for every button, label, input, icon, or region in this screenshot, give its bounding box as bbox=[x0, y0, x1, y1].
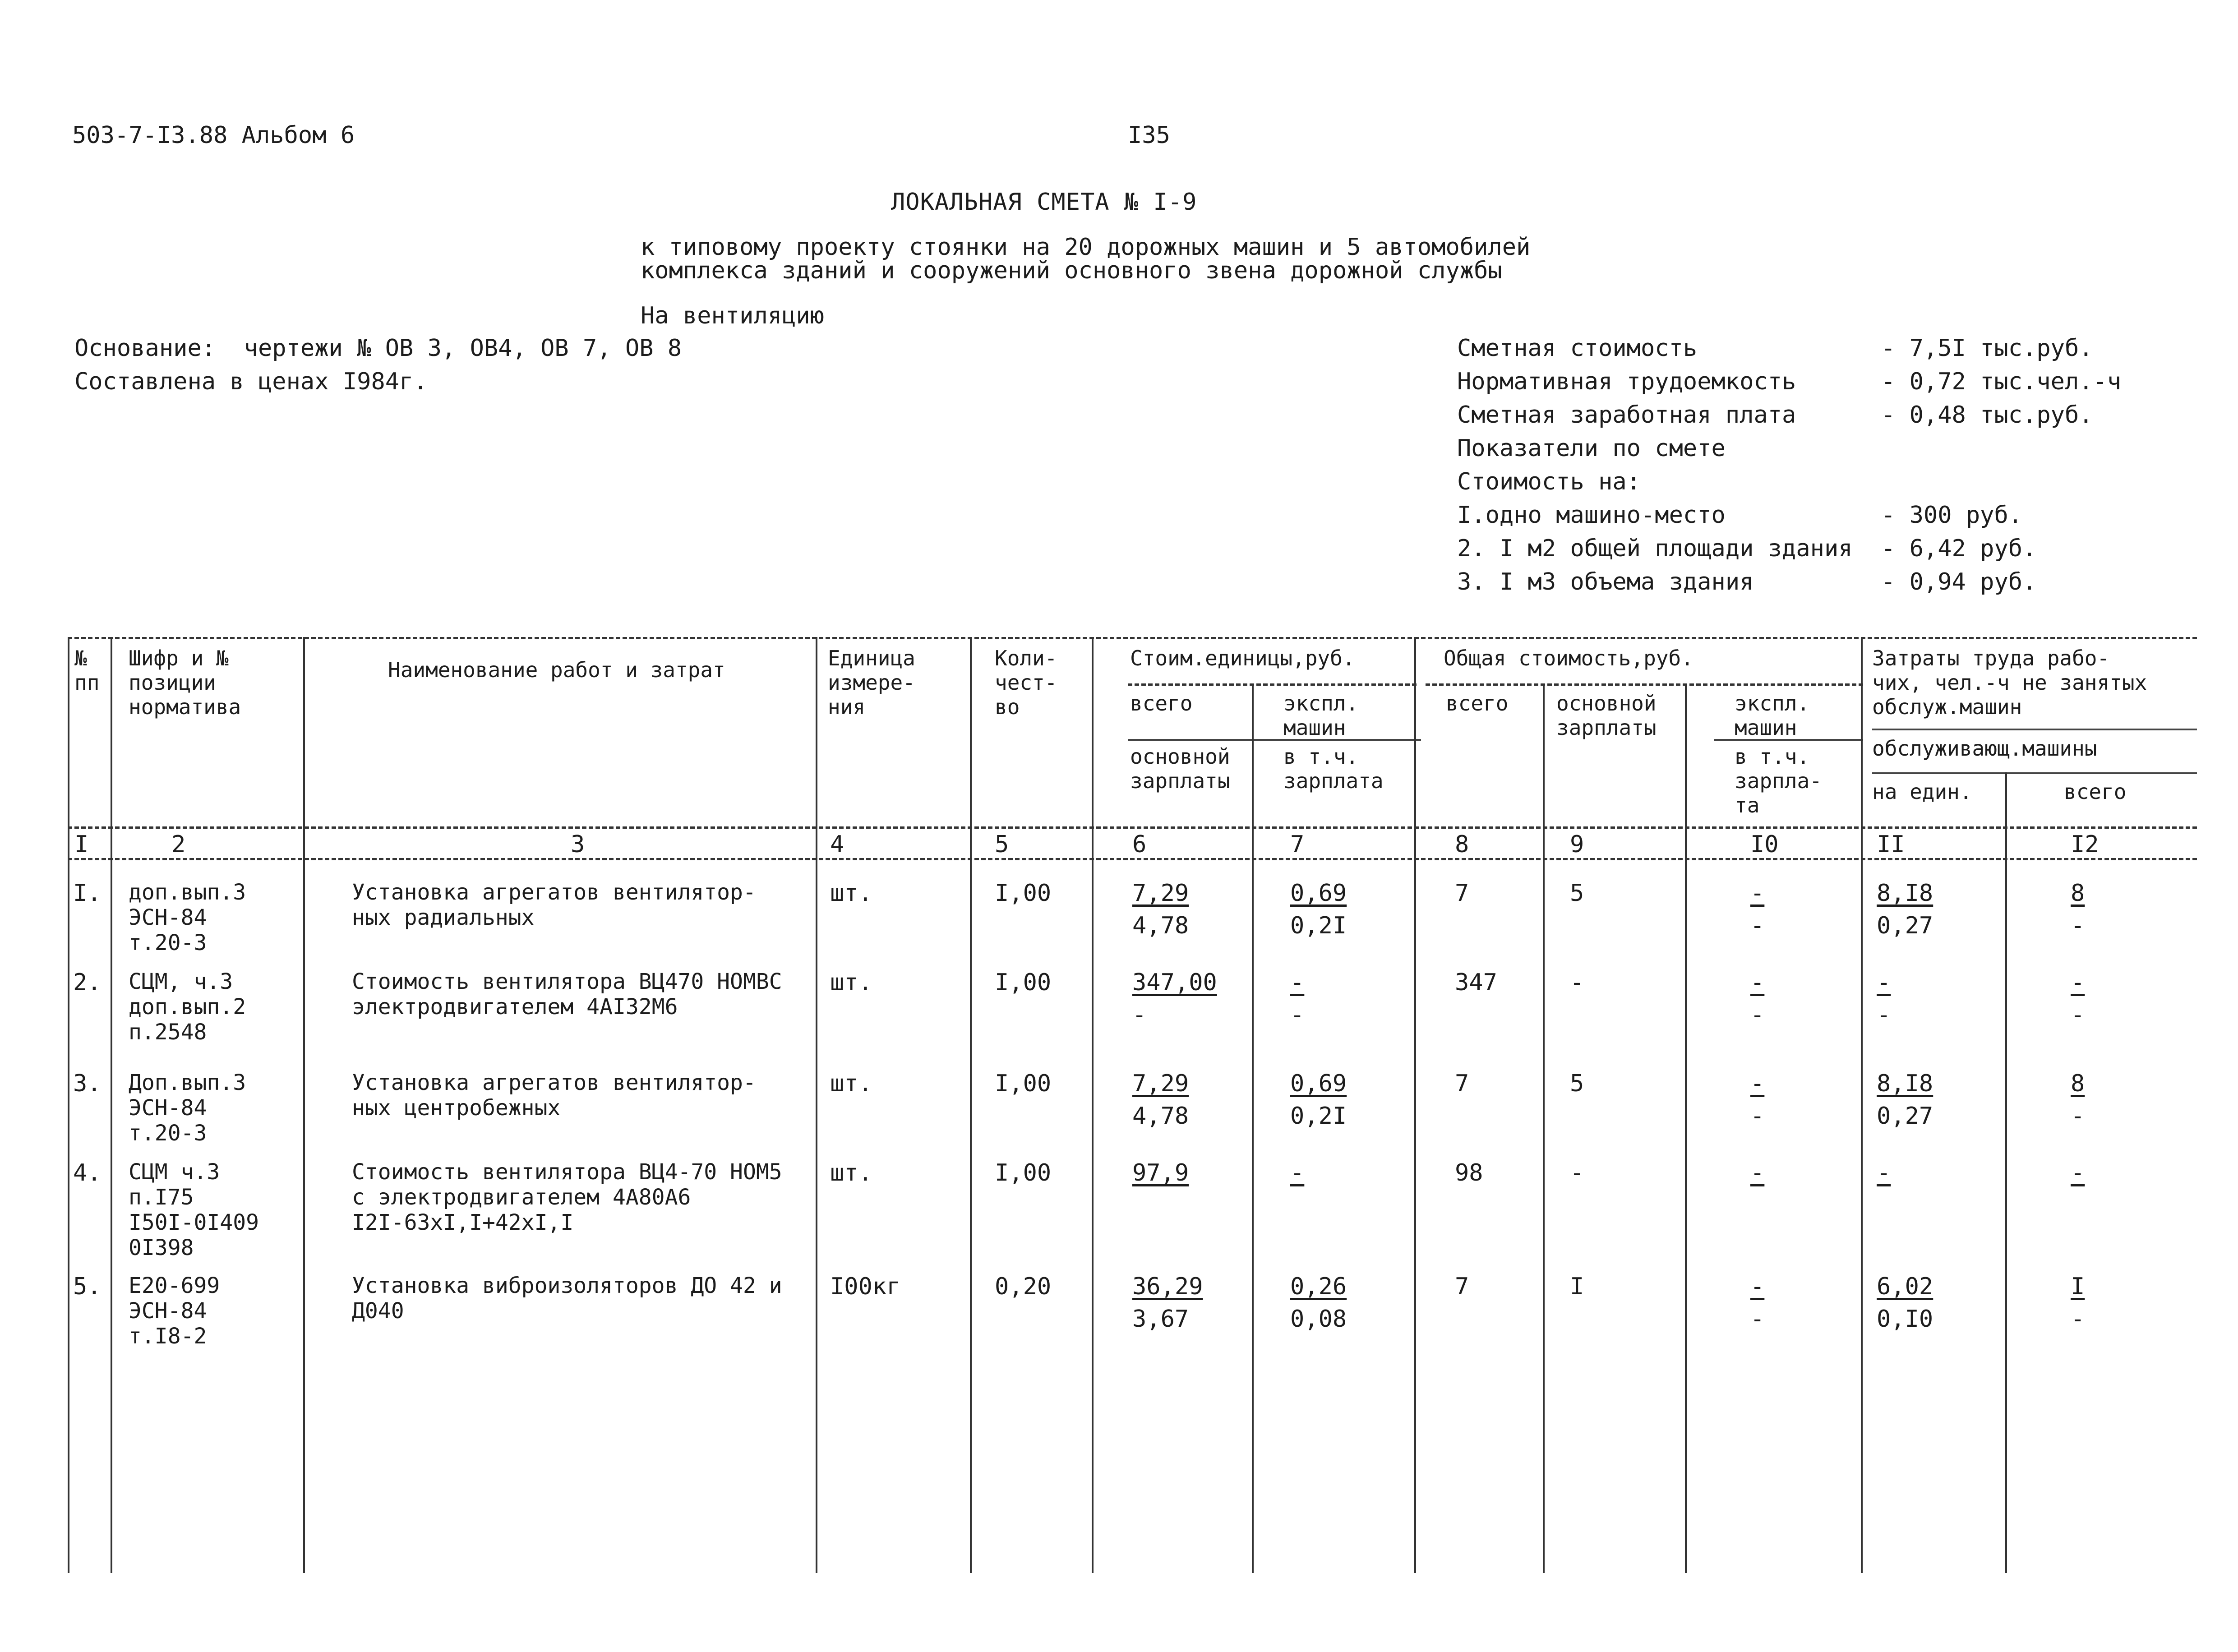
table-top-rule bbox=[68, 637, 2197, 639]
unit-machine-wages: 0,2I bbox=[1290, 912, 1347, 939]
summary-label: I.одно машино-место bbox=[1457, 502, 1726, 529]
labor-service-per-unit: 0,I0 bbox=[1877, 1306, 1933, 1333]
labor-service-total: - bbox=[2071, 1306, 2085, 1333]
total-machine-wages: - bbox=[1750, 1306, 1765, 1333]
header-labor-service: обслуживающ.машины bbox=[1872, 736, 2097, 761]
column-number: II bbox=[1877, 831, 1905, 858]
total-wages: 5 bbox=[1570, 880, 1584, 907]
column-divider bbox=[816, 637, 817, 1573]
summary-label: Сметная заработная плата bbox=[1457, 401, 1796, 429]
column-divider bbox=[1543, 683, 1545, 1573]
total-wages: - bbox=[1570, 969, 1584, 996]
total-wages: 5 bbox=[1570, 1070, 1584, 1097]
row-name: Стоимость вентилятора ВЦ470 НОМВС электродвигателем 4АI32М6 bbox=[352, 969, 782, 1020]
total-all: 347 bbox=[1455, 969, 1497, 996]
column-number: 2 bbox=[171, 831, 186, 858]
total-machine-wages: - bbox=[1750, 1103, 1765, 1130]
row-code: СЦМ, ч.3 доп.вып.2 п.2548 bbox=[129, 969, 246, 1045]
summary-label: 2. I м2 общей площади здания bbox=[1457, 535, 1853, 562]
labor-per-unit: - bbox=[1877, 969, 1891, 996]
summary-value: - 0,94 руб. bbox=[1881, 568, 2037, 595]
column-number: 5 bbox=[995, 831, 1009, 858]
column-divider bbox=[111, 637, 112, 1573]
column-divider bbox=[1092, 637, 1094, 1573]
header-unit-total: всего bbox=[1130, 691, 1193, 715]
unit-machines: - bbox=[1290, 969, 1305, 996]
header-total-machine-wages: в т.ч. зарпла- та bbox=[1735, 744, 1822, 817]
row-unit: I00кг bbox=[830, 1273, 901, 1300]
unit-machine-wages: - bbox=[1290, 1001, 1305, 1029]
row-qty: I,00 bbox=[995, 969, 1052, 996]
header-num: № пп bbox=[74, 646, 100, 695]
total-machines: - bbox=[1750, 1273, 1765, 1300]
summary-label: Сметная стоимость bbox=[1457, 335, 1698, 362]
header-unit-cost-group: Стоим.единицы,руб. bbox=[1130, 646, 1355, 670]
labor-total: - bbox=[2071, 969, 2085, 996]
header-name: Наименование работ и затрат bbox=[388, 658, 725, 682]
labor-per-unit: - bbox=[1877, 1159, 1891, 1186]
header-labor-group: Затраты труда рабо- чих, чел.-ч не занятых обслуж.машин bbox=[1872, 646, 2147, 719]
summary-label: Показатели по смете bbox=[1457, 435, 1726, 462]
labor-per-unit: 8,I8 bbox=[1877, 880, 1933, 907]
column-divider bbox=[1414, 637, 1416, 1573]
total-machines: - bbox=[1750, 969, 1765, 996]
column-number: 4 bbox=[830, 831, 844, 858]
unit-total: 36,29 bbox=[1132, 1273, 1203, 1300]
unit-total: 347,00 bbox=[1132, 969, 1217, 996]
header-unit-machine-wages: в т.ч. зарплата bbox=[1283, 744, 1384, 793]
row-qty: I,00 bbox=[995, 1159, 1052, 1186]
row-name: Установка виброизоляторов ДО 42 и Д040 bbox=[352, 1273, 782, 1324]
summary-label: Стоимость на: bbox=[1457, 468, 1641, 495]
row-name: Установка агрегатов вентилятор- ных радиальных bbox=[352, 880, 756, 930]
labor-service-per-unit: 0,27 bbox=[1877, 1103, 1933, 1130]
header-unit-wages: основной зарплаты bbox=[1130, 744, 1230, 793]
total-machines: - bbox=[1750, 880, 1765, 907]
column-number: I bbox=[74, 831, 89, 858]
header-qty: Коли- чест- во bbox=[995, 646, 1057, 719]
row-unit: шт. bbox=[830, 969, 872, 996]
page-number: I35 bbox=[1128, 122, 1170, 149]
header-total-all: всего bbox=[1446, 691, 1509, 715]
total-wages: I bbox=[1570, 1273, 1584, 1300]
unit-wages: 4,78 bbox=[1132, 912, 1189, 939]
unit-wages: - bbox=[1132, 1001, 1147, 1029]
total-all: 98 bbox=[1455, 1159, 1483, 1186]
unit-total: 7,29 bbox=[1132, 1070, 1189, 1097]
summary-value: - 0,48 тыс.руб. bbox=[1881, 401, 2093, 429]
prices-line: Составлена в ценах I984г. bbox=[74, 368, 428, 395]
header-unit: Единица измере- ния bbox=[828, 646, 915, 719]
column-divider bbox=[2005, 772, 2007, 1573]
column-divider bbox=[1861, 637, 1863, 1573]
labor-total: 8 bbox=[2071, 880, 2085, 907]
header-rule bbox=[1872, 772, 2197, 774]
row-unit: шт. bbox=[830, 1159, 872, 1186]
labor-total: I bbox=[2071, 1273, 2085, 1300]
row-num: 4. bbox=[73, 1159, 102, 1186]
header-unit-machines: экспл. машин bbox=[1283, 691, 1359, 740]
row-qty: I,00 bbox=[995, 880, 1052, 907]
header-bottom-rule bbox=[68, 826, 2197, 829]
total-machines: - bbox=[1750, 1159, 1765, 1186]
summary-label: 3. I м3 объема здания bbox=[1457, 568, 1754, 595]
estimate-title: ЛОКАЛЬНАЯ СМЕТА № I-9 bbox=[891, 189, 1197, 216]
column-number-rule bbox=[68, 858, 2197, 860]
header-total-machines: экспл. машин bbox=[1735, 691, 1810, 740]
column-number: I2 bbox=[2071, 831, 2099, 858]
unit-total: 7,29 bbox=[1132, 880, 1189, 907]
labor-service-per-unit: 0,27 bbox=[1877, 912, 1933, 939]
summary-value: - 7,5I тыс.руб. bbox=[1881, 335, 2093, 362]
unit-wages: 3,67 bbox=[1132, 1306, 1189, 1333]
row-qty: 0,20 bbox=[995, 1273, 1052, 1300]
summary-value: - 300 руб. bbox=[1881, 502, 2023, 529]
total-all: 7 bbox=[1455, 1070, 1469, 1097]
total-machines: - bbox=[1750, 1070, 1765, 1097]
labor-service-total: - bbox=[2071, 1001, 2085, 1029]
column-divider bbox=[1252, 683, 1254, 1573]
labor-per-unit: 6,02 bbox=[1877, 1273, 1933, 1300]
row-num: I. bbox=[73, 880, 102, 907]
unit-machine-wages: 0,08 bbox=[1290, 1306, 1347, 1333]
labor-per-unit: 8,I8 bbox=[1877, 1070, 1933, 1097]
total-machine-wages: - bbox=[1750, 1001, 1765, 1029]
row-name: Установка агрегатов вентилятор- ных центробежных bbox=[352, 1070, 756, 1121]
summary-label: Нормативная трудоемкость bbox=[1457, 368, 1796, 395]
summary-value: - 0,72 тыс.чел.-ч bbox=[1881, 368, 2122, 395]
unit-machines: 0,69 bbox=[1290, 1070, 1347, 1097]
column-divider bbox=[1685, 683, 1687, 1573]
row-code: доп.вып.3 ЭСН-84 т.20-3 bbox=[129, 880, 246, 955]
column-divider bbox=[303, 637, 305, 1573]
column-number: 3 bbox=[571, 831, 585, 858]
unit-machines: 0,69 bbox=[1290, 880, 1347, 907]
row-num: 3. bbox=[73, 1070, 102, 1097]
work-type: На вентиляцию bbox=[641, 302, 824, 329]
labor-service-per-unit: - bbox=[1877, 1001, 1891, 1029]
labor-service-total: - bbox=[2071, 1103, 2085, 1130]
document-code: 503-7-I3.88 Альбом 6 bbox=[72, 122, 355, 149]
header-labor-per-unit: на един. bbox=[1872, 780, 1972, 804]
row-code: Доп.вып.3 ЭСН-84 т.20-3 bbox=[129, 1070, 246, 1146]
labor-total: - bbox=[2071, 1159, 2085, 1186]
unit-machines: 0,26 bbox=[1290, 1273, 1347, 1300]
column-divider bbox=[970, 637, 972, 1573]
summary-value: - 6,42 руб. bbox=[1881, 535, 2037, 562]
labor-total: 8 bbox=[2071, 1070, 2085, 1097]
column-number: I0 bbox=[1750, 831, 1779, 858]
basis-line: Основание: чертежи № ОВ 3, ОВ4, ОВ 7, ОВ 8 bbox=[74, 335, 682, 362]
total-machine-wages: - bbox=[1750, 912, 1765, 939]
row-num: 2. bbox=[73, 969, 102, 996]
subtitle-line-1: к типовому проекту стоянки на 20 дорожных машин и 5 автомобилей bbox=[641, 234, 1531, 261]
row-qty: I,00 bbox=[995, 1070, 1052, 1097]
row-unit: шт. bbox=[830, 880, 872, 907]
unit-wages: 4,78 bbox=[1132, 1103, 1189, 1130]
row-code: Е20-699 ЭСН-84 т.I8-2 bbox=[129, 1273, 220, 1349]
header-total-wages: основной зарплаты bbox=[1556, 691, 1657, 740]
column-number: 9 bbox=[1570, 831, 1584, 858]
row-code: СЦМ ч.3 п.I75 I50I-0I409 0I398 bbox=[129, 1159, 259, 1260]
unit-machines: - bbox=[1290, 1159, 1305, 1186]
header-labor-total: всего bbox=[2064, 780, 2127, 804]
header-total-group: Общая стоимость,руб. bbox=[1444, 646, 1693, 670]
total-all: 7 bbox=[1455, 1273, 1469, 1300]
total-wages: - bbox=[1570, 1159, 1584, 1186]
row-unit: шт. bbox=[830, 1070, 872, 1097]
row-name: Стоимость вентилятора ВЦ4-70 НОМ5 с электродвигателем 4А80А6 I2I-63хI,I+42хI,I bbox=[352, 1159, 782, 1235]
column-number: 7 bbox=[1290, 831, 1305, 858]
unit-machine-wages: 0,2I bbox=[1290, 1103, 1347, 1130]
header-code: Шифр и № позиции норматива bbox=[129, 646, 241, 719]
column-number: 8 bbox=[1455, 831, 1469, 858]
header-rule bbox=[1128, 739, 1421, 741]
header-rule bbox=[1426, 683, 1863, 686]
column-number: 6 bbox=[1132, 831, 1147, 858]
labor-service-total: - bbox=[2071, 912, 2085, 939]
row-num: 5. bbox=[73, 1273, 102, 1300]
header-rule bbox=[1872, 729, 2197, 730]
header-rule bbox=[1128, 683, 1417, 686]
total-all: 7 bbox=[1455, 880, 1469, 907]
unit-total: 97,9 bbox=[1132, 1159, 1189, 1186]
column-divider bbox=[68, 637, 69, 1573]
subtitle-line-2: комплекса зданий и сооружений основного звена дорожной службы bbox=[641, 257, 1502, 284]
